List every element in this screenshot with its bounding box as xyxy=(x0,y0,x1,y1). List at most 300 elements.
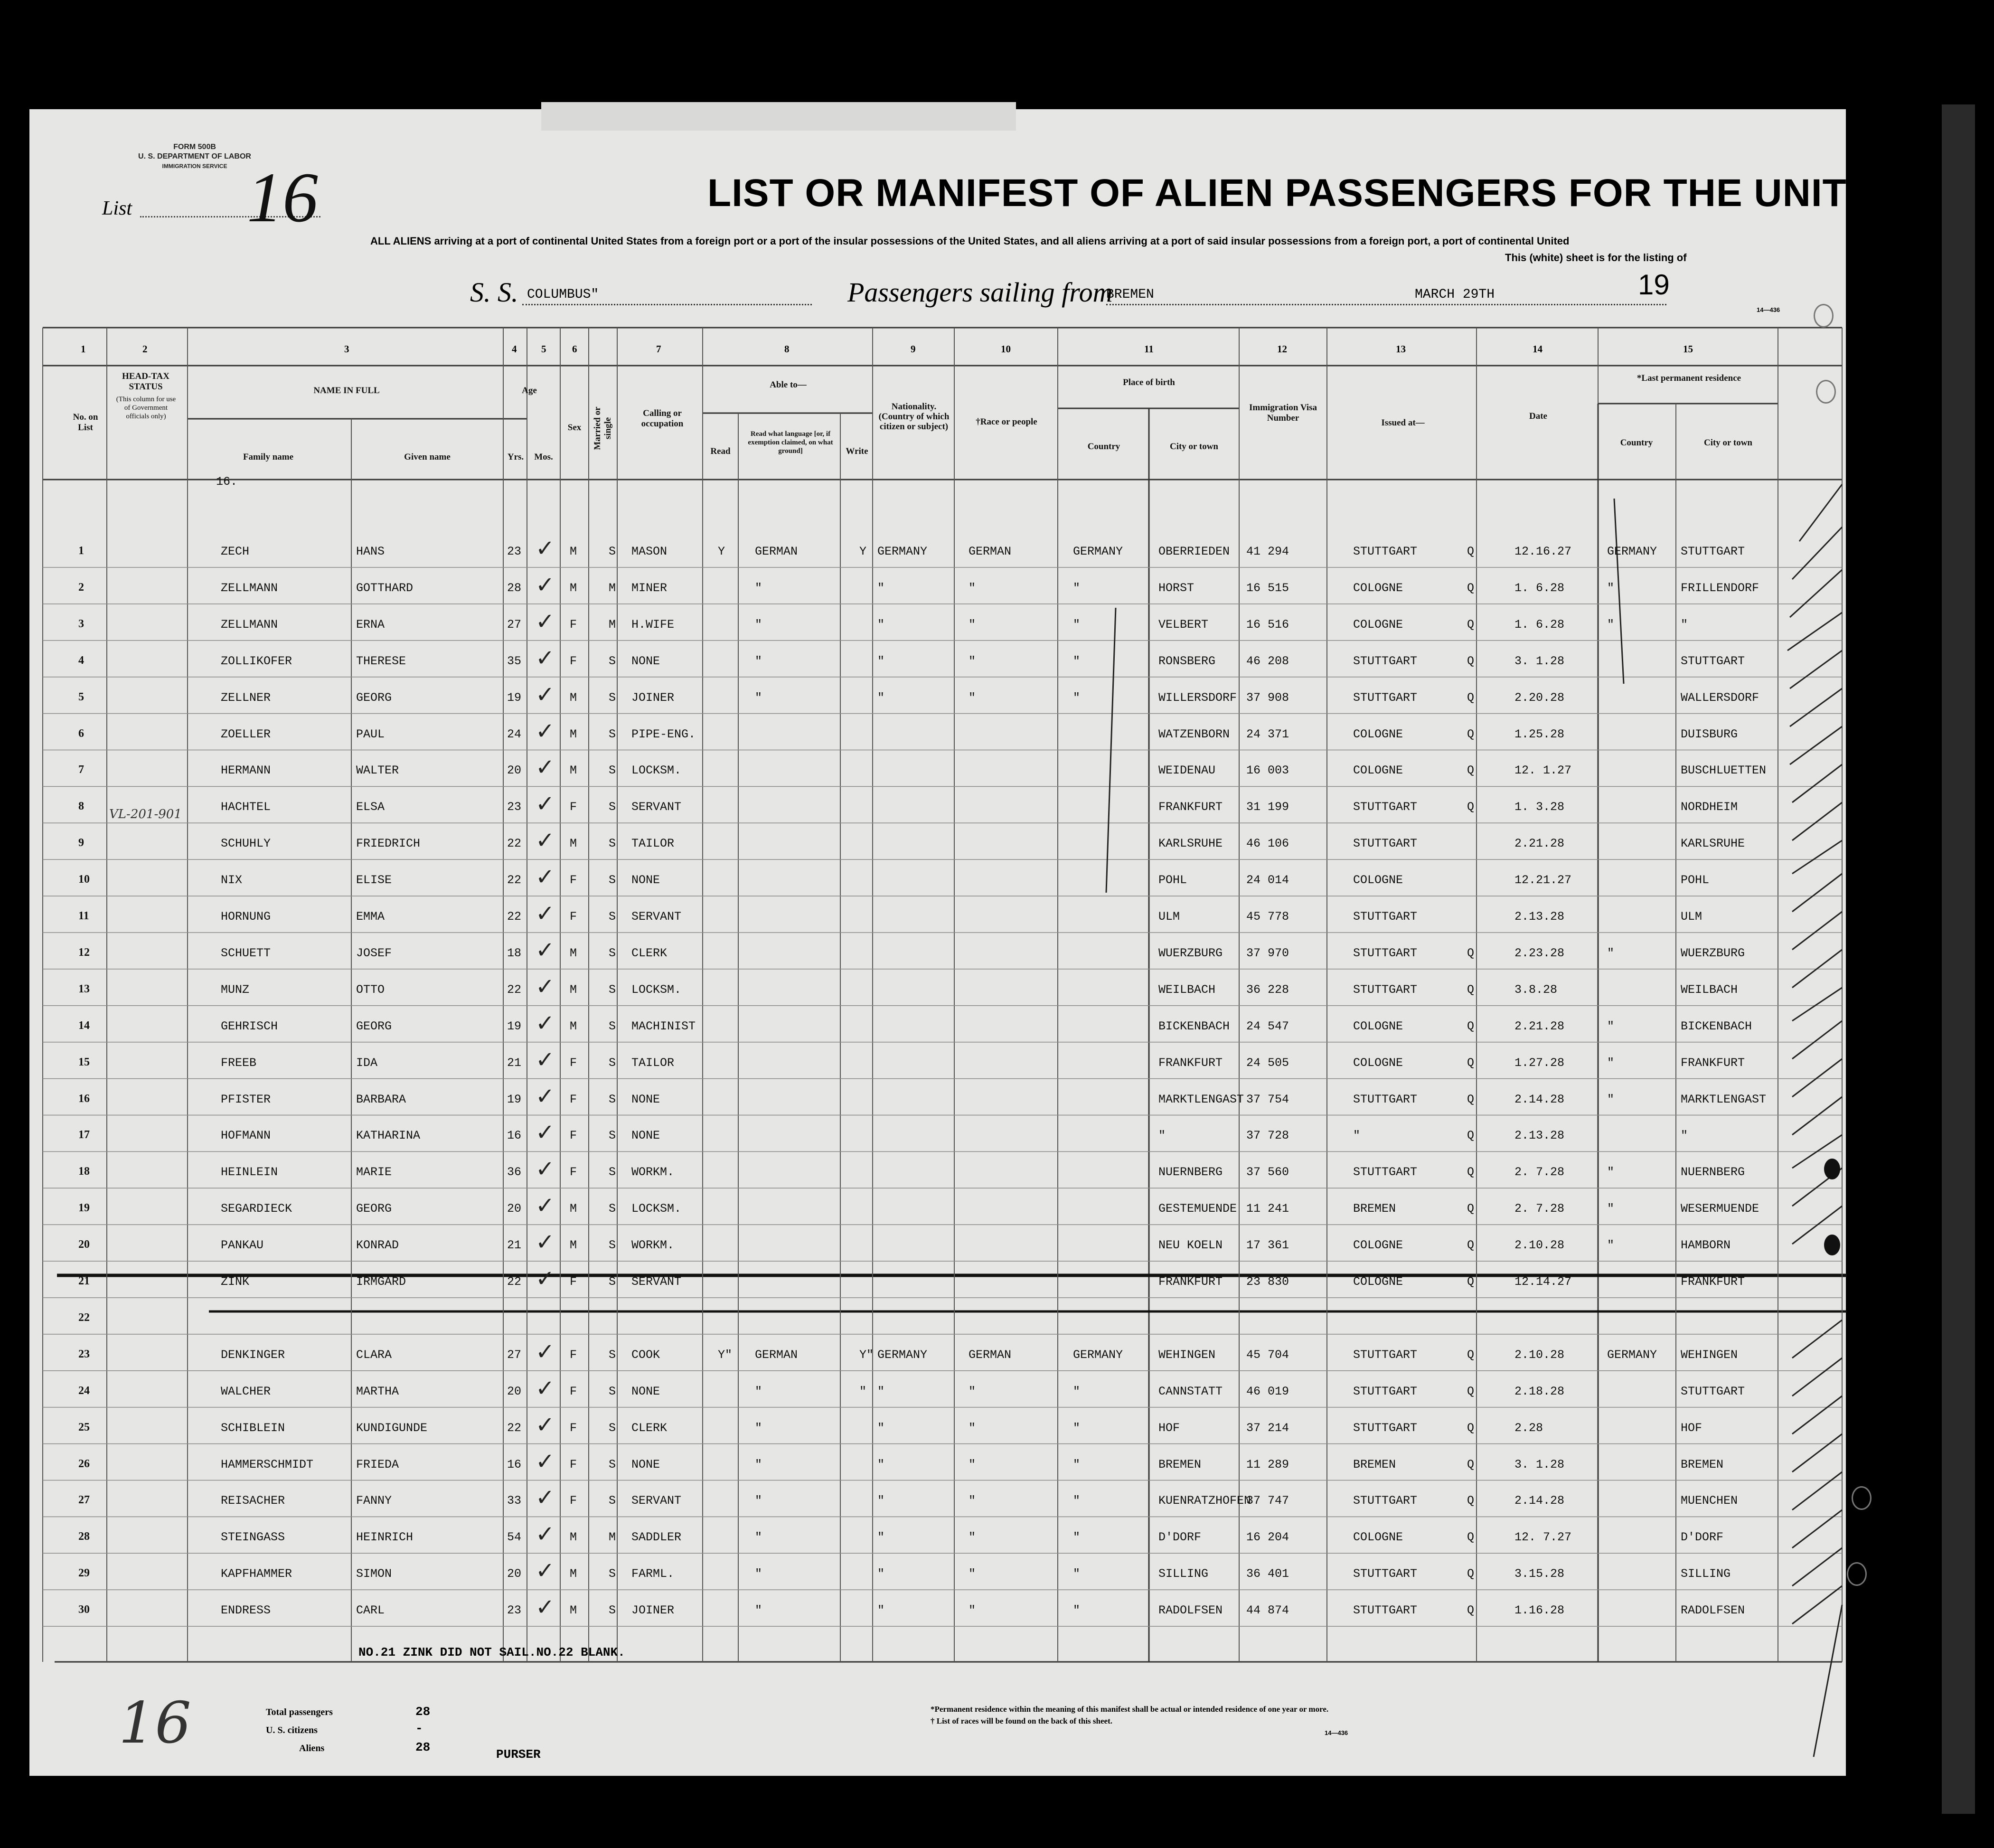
table-row xyxy=(0,899,1994,935)
birth-city: VELBERT xyxy=(1158,617,1209,632)
visa-date: 2.10.28 xyxy=(1514,1348,1565,1362)
marital-status: S xyxy=(609,1056,616,1070)
occupation: JOINER xyxy=(631,690,675,705)
residence-city: MARKTLENGAST xyxy=(1681,1092,1767,1106)
residence-city: RADOLFSEN xyxy=(1681,1603,1745,1618)
visa-number: 44 874 xyxy=(1246,1603,1289,1618)
sex: M xyxy=(570,581,577,595)
occupation: NONE xyxy=(631,1384,660,1398)
list-label: List xyxy=(102,198,132,219)
quota-mark: Q xyxy=(1467,764,1475,778)
us-citizens-value: - xyxy=(415,1721,423,1735)
binder-ring-3 xyxy=(1852,1486,1872,1510)
family-name: HORNUNG xyxy=(221,910,271,924)
row-number: 29 xyxy=(78,1567,90,1580)
visa-number: 31 199 xyxy=(1246,800,1289,814)
age-years: 23 xyxy=(507,545,522,558)
read-language: " xyxy=(755,1421,762,1435)
age-years: 16 xyxy=(507,1457,522,1471)
quota-mark: Q xyxy=(1467,1056,1475,1070)
occupation: TAILOR xyxy=(631,837,675,851)
quota-mark: Q xyxy=(1467,1202,1475,1216)
birth-country: GERMANY xyxy=(1073,545,1123,558)
table-row xyxy=(0,1118,1994,1154)
check-mark-icon: ✓ xyxy=(536,1375,555,1402)
row-number: 10 xyxy=(78,873,90,886)
given-name: IDA xyxy=(356,1056,378,1070)
issued-at: STUTTGART xyxy=(1353,800,1418,814)
birth-city: BICKENBACH xyxy=(1158,1019,1230,1033)
row-number: 18 xyxy=(78,1165,90,1178)
occupation: NONE xyxy=(631,873,660,887)
marital-status: S xyxy=(609,1421,616,1435)
row-number: 23 xyxy=(78,1348,90,1360)
occupation: LOCKSM. xyxy=(631,764,682,778)
birth-city: KARLSRUHE xyxy=(1158,837,1223,851)
quota-mark: Q xyxy=(1467,1019,1475,1033)
visa-number: 45 704 xyxy=(1246,1348,1289,1362)
visa-date: 3.15.28 xyxy=(1514,1567,1565,1581)
check-mark-icon: ✓ xyxy=(536,681,555,708)
nationality: " xyxy=(877,581,885,595)
row-number: 22 xyxy=(78,1311,90,1324)
hdr-issued: Issued at— xyxy=(1381,418,1425,428)
residence-city: MUENCHEN xyxy=(1681,1494,1738,1508)
residence-city: HAMBORN xyxy=(1681,1238,1731,1253)
age-years: 27 xyxy=(507,617,522,632)
family-name: ZINK xyxy=(221,1275,250,1289)
nationality: " xyxy=(877,1603,885,1618)
age-years: 33 xyxy=(507,1494,522,1508)
residence-city: FRANKFURT xyxy=(1681,1275,1745,1289)
aliens-value: 28 xyxy=(415,1740,431,1754)
table-row xyxy=(0,1556,1994,1593)
marital-status: S xyxy=(609,764,616,778)
birth-country: " xyxy=(1073,1494,1081,1508)
table-row xyxy=(0,1374,1994,1410)
quota-mark: Q xyxy=(1467,1494,1475,1508)
residence-city: " xyxy=(1681,1129,1688,1143)
check-mark-icon: ✓ xyxy=(536,535,555,562)
visa-date: 2.20.28 xyxy=(1514,690,1565,705)
visa-number: 37 970 xyxy=(1246,946,1289,960)
hdr-head-tax-note: (This column for use of Government officials only) xyxy=(116,396,176,420)
race: " xyxy=(969,1603,976,1618)
sex: F xyxy=(570,1421,577,1435)
binder-ring-2 xyxy=(1816,380,1836,404)
family-name: GEHRISCH xyxy=(221,1019,278,1033)
marital-status: S xyxy=(609,690,616,705)
table-row xyxy=(0,1228,1994,1264)
quota-mark: Q xyxy=(1467,617,1475,632)
sex: F xyxy=(570,1092,577,1106)
hdr-mos: Mos. xyxy=(534,452,553,462)
family-name: NIX xyxy=(221,873,243,887)
read-language: GERMAN xyxy=(755,545,798,558)
issued-at: BREMEN xyxy=(1353,1457,1396,1471)
visa-number: 46 019 xyxy=(1246,1384,1289,1398)
residence-city: D'DORF xyxy=(1681,1530,1724,1545)
row-number: 1 xyxy=(78,545,84,557)
check-mark-icon: ✓ xyxy=(536,1594,555,1621)
hdr-write: Write xyxy=(846,446,868,456)
issued-at: COLOGNE xyxy=(1353,764,1403,778)
punch-hole-1 xyxy=(1824,1159,1840,1179)
nationality: " xyxy=(877,1421,885,1435)
occupation: H.WIFE xyxy=(631,617,675,632)
sex: M xyxy=(570,837,577,851)
given-name: HANS xyxy=(356,545,385,558)
list-number: 16 xyxy=(247,158,318,237)
binder-ring-4 xyxy=(1847,1562,1867,1586)
residence-city: BICKENBACH xyxy=(1681,1019,1752,1033)
occupation: SERVANT xyxy=(631,910,682,924)
race: " xyxy=(969,1530,976,1545)
visa-number: 37 214 xyxy=(1246,1421,1289,1435)
marital-status: S xyxy=(609,1457,616,1471)
hdr-read: Read xyxy=(710,446,731,456)
check-mark-icon: ✓ xyxy=(536,1046,555,1073)
quota-mark: Q xyxy=(1467,1603,1475,1618)
given-name: WALTER xyxy=(356,764,399,778)
occupation: CLERK xyxy=(631,1421,668,1435)
given-name: KONRAD xyxy=(356,1238,399,1253)
visa-date: 1.25.28 xyxy=(1514,727,1565,741)
issued-at: STUTTGART xyxy=(1353,837,1418,851)
age-years: 19 xyxy=(507,690,522,705)
residence-city: ULM xyxy=(1681,910,1702,924)
row-number: 3 xyxy=(78,617,84,630)
age-years: 23 xyxy=(507,1603,522,1618)
age-years: 22 xyxy=(507,873,522,887)
read-language: " xyxy=(755,617,762,632)
given-name: KATHARINA xyxy=(356,1129,421,1143)
hdr-name-in-full: NAME IN FULL xyxy=(313,386,380,396)
given-name: KUNDIGUNDE xyxy=(356,1421,428,1435)
family-name: SCHUETT xyxy=(221,946,271,960)
residence-country: " xyxy=(1607,946,1615,960)
row-number: 5 xyxy=(78,690,84,703)
nationality: " xyxy=(877,690,885,705)
residence-country: GERMANY xyxy=(1607,1348,1657,1362)
sex: F xyxy=(570,1384,577,1398)
age-years: 35 xyxy=(507,654,522,668)
birth-city: FRANKFURT xyxy=(1158,1056,1223,1070)
race: " xyxy=(969,1567,976,1581)
sex: F xyxy=(570,1494,577,1508)
marital-status: S xyxy=(609,910,616,924)
visa-number: 37 728 xyxy=(1246,1129,1289,1143)
age-years: 28 xyxy=(507,581,522,595)
age-years: 18 xyxy=(507,946,522,960)
check-mark-icon: ✓ xyxy=(536,1484,555,1511)
table-row xyxy=(0,1338,1994,1374)
issued-at: STUTTGART xyxy=(1353,1165,1418,1179)
residence-country: " xyxy=(1607,617,1615,632)
occupation: MACHINIST xyxy=(631,1019,696,1033)
residence-city: STUTTGART xyxy=(1681,545,1745,558)
quota-mark: Q xyxy=(1467,1092,1475,1106)
table-row xyxy=(0,644,1994,680)
age-years: 27 xyxy=(507,1348,522,1362)
visa-date: 12.14.27 xyxy=(1514,1275,1572,1289)
marital-status: S xyxy=(609,1129,616,1143)
read-language: " xyxy=(755,690,762,705)
sex: M xyxy=(570,1567,577,1581)
birth-city: NUERNBERG xyxy=(1158,1165,1223,1179)
residence-city: NORDHEIM xyxy=(1681,800,1738,814)
visa-number: 17 361 xyxy=(1246,1238,1289,1253)
given-name: THERESE xyxy=(356,654,406,668)
birth-city: NEU KOELN xyxy=(1158,1238,1223,1253)
issued-at: STUTTGART xyxy=(1353,1494,1418,1508)
issued-at: STUTTGART xyxy=(1353,654,1418,668)
occupation: COOK xyxy=(631,1348,660,1362)
occupation: PIPE-ENG. xyxy=(631,727,696,741)
age-years: 21 xyxy=(507,1238,522,1253)
read-language: " xyxy=(755,581,762,595)
hdr-res-country: Country xyxy=(1620,438,1653,448)
residence-country: " xyxy=(1607,1056,1615,1070)
race: " xyxy=(969,654,976,668)
residence-country: " xyxy=(1607,1092,1615,1106)
family-name: PANKAU xyxy=(221,1238,264,1253)
issued-at: STUTTGART xyxy=(1353,545,1418,558)
nationality: " xyxy=(877,1384,885,1398)
occupation: SERVANT xyxy=(631,1494,682,1508)
family-name: MUNZ xyxy=(221,982,250,997)
quota-mark: Q xyxy=(1467,1530,1475,1545)
visa-date: 12. 7.27 xyxy=(1514,1530,1572,1545)
hdr-nationality: Nationality. (Country of which citizen or subject) xyxy=(878,402,950,432)
birth-city: WEILBACH xyxy=(1158,982,1216,997)
sex: F xyxy=(570,617,577,632)
marital-status: S xyxy=(609,727,616,741)
col-num-11: 11 xyxy=(1144,343,1154,355)
given-name: GEORG xyxy=(356,690,392,705)
birth-city: FRANKFURT xyxy=(1158,1275,1223,1289)
visa-date: 1.16.28 xyxy=(1514,1603,1565,1618)
marital-status: S xyxy=(609,982,616,997)
visa-number: 45 778 xyxy=(1246,910,1289,924)
nationality: GERMANY xyxy=(877,1348,928,1362)
given-name: FANNY xyxy=(356,1494,392,1508)
row-number: 16 xyxy=(78,1092,90,1105)
can-read: Y" xyxy=(718,1348,733,1362)
family-name: HACHTEL xyxy=(221,800,271,814)
table-row xyxy=(0,863,1994,899)
read-language: " xyxy=(755,1530,762,1545)
birth-city: HOF xyxy=(1158,1421,1180,1435)
quota-mark: Q xyxy=(1467,1457,1475,1471)
given-name: CLARA xyxy=(356,1348,392,1362)
sailing-port: BREMEN xyxy=(1106,287,1154,302)
birth-city: OBERRIEDEN xyxy=(1158,545,1230,558)
form-line-3: IMMIGRATION SERVICE xyxy=(162,163,227,170)
visa-number: 36 401 xyxy=(1246,1567,1289,1581)
table-row xyxy=(0,1520,1994,1556)
residence-city: WESERMUENDE xyxy=(1681,1202,1759,1216)
birth-city: WATZENBORN xyxy=(1158,727,1230,741)
marital-status: S xyxy=(609,654,616,668)
race: " xyxy=(969,690,976,705)
visa-date: 1. 6.28 xyxy=(1514,581,1565,595)
check-mark-icon: ✓ xyxy=(536,791,555,818)
occupation: TAILOR xyxy=(631,1056,675,1070)
check-mark-icon: ✓ xyxy=(536,1192,555,1219)
visa-date: 2.10.28 xyxy=(1514,1238,1565,1253)
birth-country: " xyxy=(1073,1384,1081,1398)
age-years: 54 xyxy=(507,1530,522,1545)
occupation: MASON xyxy=(631,545,668,558)
nationality: " xyxy=(877,1457,885,1471)
given-name: CARL xyxy=(356,1603,385,1618)
residence-city: FRANKFURT xyxy=(1681,1056,1745,1070)
residence-country: " xyxy=(1607,1202,1615,1216)
residence-country: GERMANY xyxy=(1607,545,1657,558)
residence-city: STUTTGART xyxy=(1681,654,1745,668)
given-name: PAUL xyxy=(356,727,385,741)
family-name: STEINGASS xyxy=(221,1530,285,1545)
residence-city: STUTTGART xyxy=(1681,1384,1745,1398)
col-num-15: 15 xyxy=(1683,343,1693,355)
hdr-married: Married or single xyxy=(593,406,613,450)
row-number: 25 xyxy=(78,1421,90,1433)
footnote-permanent-residence: *Permanent residence within the meaning of this manifest shall be actual or intended residence of one year or more. xyxy=(931,1705,1329,1714)
check-mark-icon: ✓ xyxy=(536,973,555,1000)
given-name: FRIEDA xyxy=(356,1457,399,1471)
total-passengers-label: Total passengers xyxy=(266,1707,333,1717)
col-num-13: 13 xyxy=(1396,343,1406,355)
table-row xyxy=(0,753,1994,789)
visa-number: 37 908 xyxy=(1246,690,1289,705)
birth-country: " xyxy=(1073,1457,1081,1471)
age-years: 19 xyxy=(507,1092,522,1106)
col-num-5: 5 xyxy=(541,343,546,355)
punch-hole-2 xyxy=(1824,1235,1840,1255)
row-number: 28 xyxy=(78,1530,90,1543)
instructions-line-2: This (white) sheet is for the listing of xyxy=(1505,252,1687,264)
visa-date: 2. 7.28 xyxy=(1514,1202,1565,1216)
hdr-given-name: Given name xyxy=(404,452,451,462)
visa-date: 3.8.28 xyxy=(1514,982,1558,997)
age-years: 22 xyxy=(507,910,522,924)
occupation: SERVANT xyxy=(631,800,682,814)
occupation: NONE xyxy=(631,1092,660,1106)
birth-country: " xyxy=(1073,581,1081,595)
col-num-3: 3 xyxy=(344,343,349,355)
visa-number: 24 547 xyxy=(1246,1019,1289,1033)
row-number: 12 xyxy=(78,946,90,959)
age-years: 16 xyxy=(507,1129,522,1143)
hdr-yrs: Yrs. xyxy=(507,452,524,462)
sex: M xyxy=(570,545,577,558)
visa-date: 2.13.28 xyxy=(1514,1129,1565,1143)
hdr-last-residence: *Last permanent residence xyxy=(1637,373,1741,383)
issued-at: COLOGNE xyxy=(1353,1238,1403,1253)
family-name: PFISTER xyxy=(221,1092,271,1106)
sailing-date: MARCH 29TH xyxy=(1415,287,1495,302)
residence-city: NUERNBERG xyxy=(1681,1165,1745,1179)
birth-country: " xyxy=(1073,690,1081,705)
marital-status: M xyxy=(609,581,616,595)
race: " xyxy=(969,617,976,632)
hdr-birth-country: Country xyxy=(1087,442,1120,452)
family-name: ZOLLIKOFER xyxy=(221,654,292,668)
read-language: " xyxy=(755,1603,762,1618)
residence-city: " xyxy=(1681,617,1688,632)
visa-date: 2.18.28 xyxy=(1514,1384,1565,1398)
marital-status: S xyxy=(609,1275,616,1289)
hdr-race: †Race or people xyxy=(976,417,1037,427)
check-mark-icon: ✓ xyxy=(536,571,555,598)
visa-number: 16 515 xyxy=(1246,581,1289,595)
hdr-no-on-list: No. on List xyxy=(73,412,98,433)
nationality: " xyxy=(877,1494,885,1508)
visa-number: 24 014 xyxy=(1246,873,1289,887)
birth-country: " xyxy=(1073,617,1081,632)
table-row xyxy=(0,1191,1994,1227)
issued-at: COLOGNE xyxy=(1353,1275,1403,1289)
given-name: MARTHA xyxy=(356,1384,399,1398)
occupation: MINER xyxy=(631,581,668,595)
given-name: FRIEDRICH xyxy=(356,837,421,851)
quota-mark: Q xyxy=(1467,946,1475,960)
quota-mark: Q xyxy=(1467,1275,1475,1289)
sex: F xyxy=(570,1348,577,1362)
sex: M xyxy=(570,1019,577,1033)
race: GERMAN xyxy=(969,1348,1012,1362)
visa-number: 23 830 xyxy=(1246,1275,1289,1289)
given-name: GOTTHARD xyxy=(356,581,414,595)
birth-city: D'DORF xyxy=(1158,1530,1202,1545)
marital-status: S xyxy=(609,1603,616,1618)
residence-city: WALLERSDORF xyxy=(1681,690,1759,705)
marital-status: S xyxy=(609,1165,616,1179)
check-mark-icon: ✓ xyxy=(536,1338,555,1365)
table-row xyxy=(0,1301,1994,1337)
birth-city: RADOLFSEN xyxy=(1158,1603,1223,1618)
residence-city: WEILBACH xyxy=(1681,982,1738,997)
family-name: HAMMERSCHMIDT xyxy=(221,1457,314,1471)
given-name: GEORG xyxy=(356,1202,392,1216)
given-name: EMMA xyxy=(356,910,385,924)
marital-status: M xyxy=(609,1530,616,1545)
sex: M xyxy=(570,1603,577,1618)
sex: F xyxy=(570,1457,577,1471)
table-row xyxy=(0,1046,1994,1082)
row-number: 24 xyxy=(78,1384,90,1397)
occupation: WORKM. xyxy=(631,1165,675,1179)
col-num-1: 1 xyxy=(81,343,86,355)
occupation: NONE xyxy=(631,1129,660,1143)
handwritten-stamp: VL-201-901 xyxy=(109,807,182,821)
ss-label: S. S. xyxy=(470,277,518,308)
table-row xyxy=(0,1593,1994,1629)
check-mark-icon: ✓ xyxy=(536,1009,555,1037)
issued-at: COLOGNE xyxy=(1353,1019,1403,1033)
given-name: HEINRICH xyxy=(356,1530,414,1545)
family-name: SEGARDIECK xyxy=(221,1202,292,1216)
family-name: ZOELLER xyxy=(221,727,271,741)
row-number: 4 xyxy=(78,654,84,667)
table-row xyxy=(0,717,1994,753)
marital-status: S xyxy=(609,1494,616,1508)
col-num-6: 6 xyxy=(572,343,577,355)
form-code-bottom: 14—436 xyxy=(1325,1729,1348,1736)
age-years: 22 xyxy=(507,982,522,997)
sex: M xyxy=(570,690,577,705)
